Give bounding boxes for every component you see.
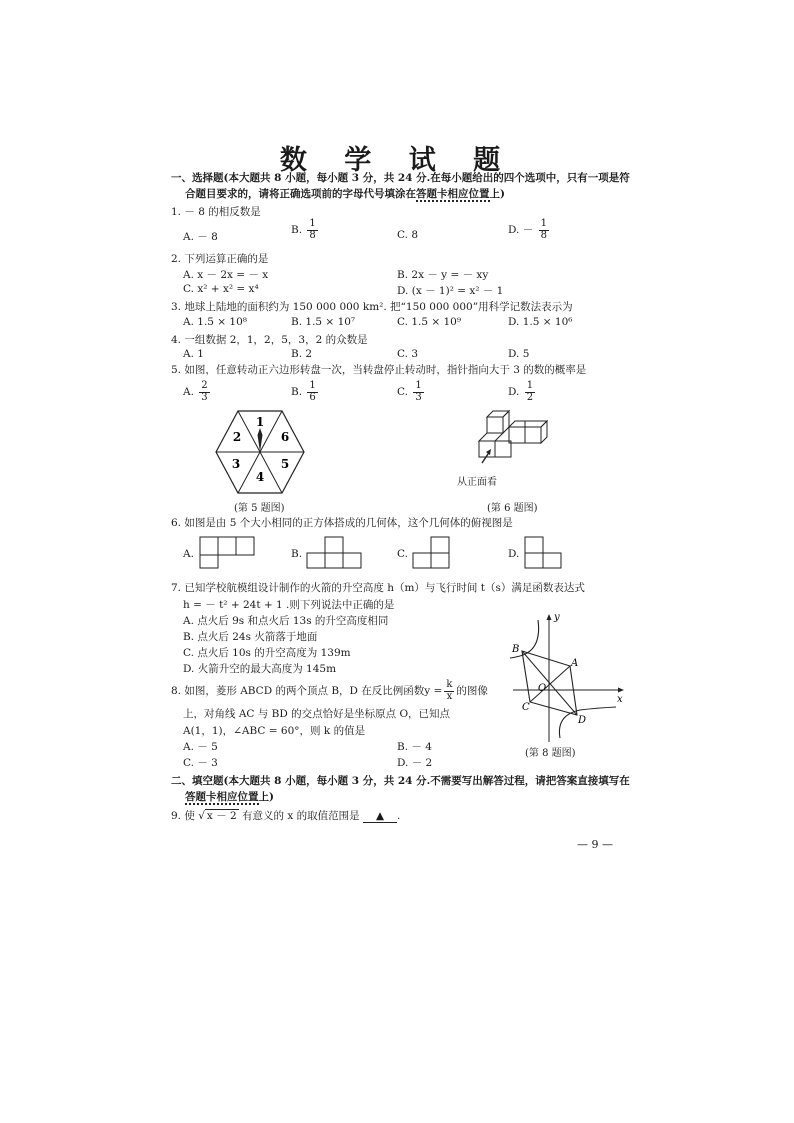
- graph-label-c: C: [522, 702, 530, 713]
- q3-option-b: B. 1.5 × 10⁷: [291, 316, 356, 328]
- hexagon-spinner-figure: [208, 405, 312, 499]
- q6-option-a-shape: [197, 534, 261, 570]
- q1-option-b: [291, 219, 320, 241]
- q6-option-a: A.: [183, 548, 194, 560]
- q5-b-fraction: [307, 381, 317, 403]
- q4-option-c: C. 3: [397, 348, 419, 360]
- page-title: 数 学 试 题: [279, 145, 515, 176]
- q8-option-d: D. － 2: [397, 757, 433, 769]
- q8-line3: A(1，1)，∠ABC = 60°，则 k 的值是: [183, 725, 366, 737]
- shape-a-sq2: [218, 537, 236, 555]
- q2-option-a: A. x － 2x = － x: [183, 269, 269, 281]
- q5-option-d: [508, 381, 537, 403]
- cube-right2-front: [525, 427, 541, 443]
- shape-c-sq1: [431, 537, 449, 553]
- q9-pre: 9. 使: [171, 810, 195, 822]
- q9-line: [171, 808, 400, 823]
- q9-answer-blank[interactable]: ▲: [363, 810, 397, 823]
- section1-heading-line1: 一、选择题(本大题共 8 小题，每小题 3 分，共 24 分.在每小题给出的四个选项中，只有一项是符: [171, 172, 630, 184]
- shape-d-sq3: [543, 553, 561, 568]
- cube-top-side: [503, 411, 509, 433]
- shape-c-sq2: [413, 553, 431, 568]
- q3-option-c: C. 1.5 × 10⁹: [397, 316, 462, 328]
- q6-stem: 6. 如图是由 5 个大小相同的正方体搭成的几何体，这个几何体的俯视图是: [171, 517, 513, 529]
- q2-option-b: B. 2x － y = － xy: [397, 269, 489, 281]
- shape-d-sq1: [525, 537, 543, 553]
- cube-bottom-left-top: [479, 433, 503, 441]
- q7-option-b: B. 点火后 24s 火箭落于地面: [183, 631, 318, 643]
- q5-option-a: [183, 381, 212, 403]
- cube-top-front: [487, 417, 503, 433]
- graph-label-b: B: [512, 644, 520, 655]
- q5-c-den: 3: [415, 391, 422, 403]
- q9-radicand: x － 2: [206, 810, 237, 822]
- q7-line2: h = － t² + 24t + 1 .则下列说法中正确的是: [183, 599, 395, 611]
- shape-a-sq3: [236, 537, 254, 555]
- q8-option-b: B. － 4: [397, 741, 432, 753]
- q1-d-prefix: D. －: [508, 224, 534, 236]
- q3-option-a: A. 1.5 × 10⁸: [183, 316, 247, 328]
- graph-label-a: A: [571, 658, 579, 669]
- q6-option-b-shape: [304, 534, 368, 570]
- q2-option-c: C. x² + x² = x⁴: [183, 283, 259, 295]
- q7-option-a: A. 点火后 9s 和点火后 13s 的升空高度相同: [183, 615, 389, 627]
- q5-d-den: 2: [526, 391, 534, 403]
- q8-k-over-x: [444, 680, 454, 702]
- q6-view-label: 从正面看: [457, 477, 497, 488]
- q5-a-den: 3: [201, 391, 208, 403]
- x-axis-arrow-icon: [618, 688, 624, 693]
- q8-frac-num: k: [446, 679, 453, 690]
- q5-b-prefix: B.: [291, 386, 303, 398]
- graph-label-y: y: [554, 612, 560, 623]
- q6-option-c-shape: [410, 534, 460, 570]
- section2-heading-line2: [185, 789, 274, 804]
- q1-b-num: 1: [309, 218, 316, 229]
- section2-heading-emphasis: 答题卡相应位置: [185, 791, 259, 803]
- q8-line1: [171, 680, 488, 702]
- q1-b-den: 8: [309, 229, 316, 241]
- q1-option-c: C. 8: [397, 229, 419, 241]
- q8-option-a: A. － 5: [183, 741, 218, 753]
- q5-option-c: [397, 381, 426, 403]
- q1-b-prefix: B.: [291, 224, 303, 236]
- q9-post: 有意义的 x 的取值范围是: [242, 810, 360, 822]
- q1-stem: 1. － 8 的相反数是: [171, 206, 261, 218]
- q1-d-den: 8: [540, 229, 547, 241]
- q5-a-prefix: A.: [183, 386, 194, 398]
- q5-figure-caption: (第 5 题图): [234, 503, 285, 514]
- q8-option-c: C. － 3: [183, 757, 218, 769]
- q1-b-fraction: [307, 219, 317, 241]
- diagonal-ac: [530, 666, 570, 702]
- q2-stem: 2. 下列运算正确的是: [171, 253, 269, 265]
- section1-heading-line2: [185, 186, 505, 201]
- q5-d-num: 1: [526, 380, 534, 391]
- hex-number-1: 1: [255, 415, 265, 429]
- shape-b-sq2: [307, 553, 325, 568]
- q5-c-num: 1: [415, 380, 422, 391]
- shape-d-sq2: [525, 553, 543, 568]
- q6-option-d-shape: [522, 534, 572, 570]
- q2-option-d: D. (x － 1)² = x² － 1: [397, 285, 504, 297]
- shape-a-sq1: [200, 537, 218, 555]
- q4-option-a: A. 1: [183, 348, 204, 360]
- q5-d-fraction: [525, 381, 535, 403]
- q5-stem: 5. 如图，任意转动正六边形转盘一次，当转盘停止转动时，指针指向大于 3 的数的概率是: [171, 364, 587, 376]
- q5-d-prefix: D.: [508, 386, 520, 398]
- q3-stem: 3. 地球上陆地的面积约为 150 000 000 km². 把“150 000 000”用科学记数法表示为: [171, 301, 573, 313]
- section1-heading-pre: 合题目要求的，请将正确选项前的字母代号填涂在: [185, 188, 416, 200]
- shape-b-sq3: [325, 553, 343, 568]
- q5-option-b: [291, 381, 320, 403]
- hex-number-4: 4: [255, 470, 265, 484]
- q9-sqrt: √ x － 2: [198, 810, 237, 822]
- hex-number-3: 3: [231, 457, 241, 471]
- q8-frac-den: x: [446, 690, 453, 702]
- q7-option-d: D. 火箭升空的最大高度为 145m: [183, 663, 337, 675]
- page-number: — 9 —: [577, 838, 613, 851]
- q8-line2: 上，对角线 AC 与 BD 的交点恰好是坐标原点 O，已知点: [183, 708, 451, 720]
- q6-option-c: C.: [397, 548, 408, 560]
- hex-number-6: 6: [280, 430, 290, 444]
- q6-figure-caption: (第 6 题图): [487, 503, 538, 514]
- q7-option-c: C. 点火后 10s 的升空高度为 139m: [183, 647, 351, 659]
- q4-option-b: B. 2: [291, 348, 313, 360]
- section2-heading-line1: 二、填空题(本大题共 8 小题，每小题 3 分，共 24 分.不需要写出解答过程，请把答案直接填写在: [171, 775, 630, 787]
- q9-end: .: [396, 810, 401, 822]
- q4-stem: 4. 一组数据 2，1，2，5，3，2 的众数是: [171, 334, 368, 346]
- q1-d-num: 1: [540, 218, 547, 229]
- q8-line1-pre: 8. 如图，菱形 ABCD 的两个顶点 B，D 在反比例函数y =: [171, 685, 443, 697]
- q4-option-d: D. 5: [508, 348, 530, 360]
- q6-option-b: B.: [291, 548, 303, 560]
- y-axis-arrow-icon: [547, 614, 552, 620]
- cube-solid-figure: [470, 405, 560, 465]
- graph-label-x: x: [617, 694, 623, 705]
- q5-b-num: 1: [309, 380, 316, 391]
- section2-heading-post: 上): [258, 791, 274, 803]
- hyperbola-branch-lower-right: [559, 707, 616, 738]
- section1-heading-emphasis: 答题卡相应位置: [416, 188, 490, 200]
- hex-number-2: 2: [232, 430, 242, 444]
- shape-a-sq4: [200, 555, 218, 568]
- q1-d-fraction: [539, 219, 549, 241]
- rhombus-hyperbola-graph: [508, 610, 628, 746]
- shape-b-sq4: [343, 553, 361, 568]
- q8-figure-caption: (第 8 题图): [525, 748, 576, 759]
- q8-line1-post: 的图像: [456, 685, 488, 697]
- q1-option-a: A. － 8: [183, 231, 218, 243]
- section1-heading-post: 上): [489, 188, 505, 200]
- hex-number-5: 5: [280, 457, 290, 471]
- graph-label-o: O: [538, 683, 547, 694]
- q5-a-fraction: [199, 381, 209, 403]
- q3-option-d: D. 1.5 × 10⁶: [508, 316, 573, 328]
- q5-c-fraction: [413, 381, 423, 403]
- shape-c-sq3: [431, 553, 449, 568]
- graph-label-d: D: [578, 715, 587, 726]
- q5-b-den: 6: [309, 391, 316, 403]
- q7-line1: 7. 已知学校航模组设计制作的火箭的升空高度 h（m）与飞行时间 t（s）满足函数表达式: [171, 582, 585, 594]
- cube-right-side: [541, 421, 547, 443]
- q5-c-prefix: C.: [397, 386, 408, 398]
- q6-option-d: D.: [508, 548, 520, 560]
- q1-option-d: [508, 219, 551, 241]
- shape-b-sq1: [325, 537, 343, 553]
- q5-a-num: 2: [201, 380, 208, 391]
